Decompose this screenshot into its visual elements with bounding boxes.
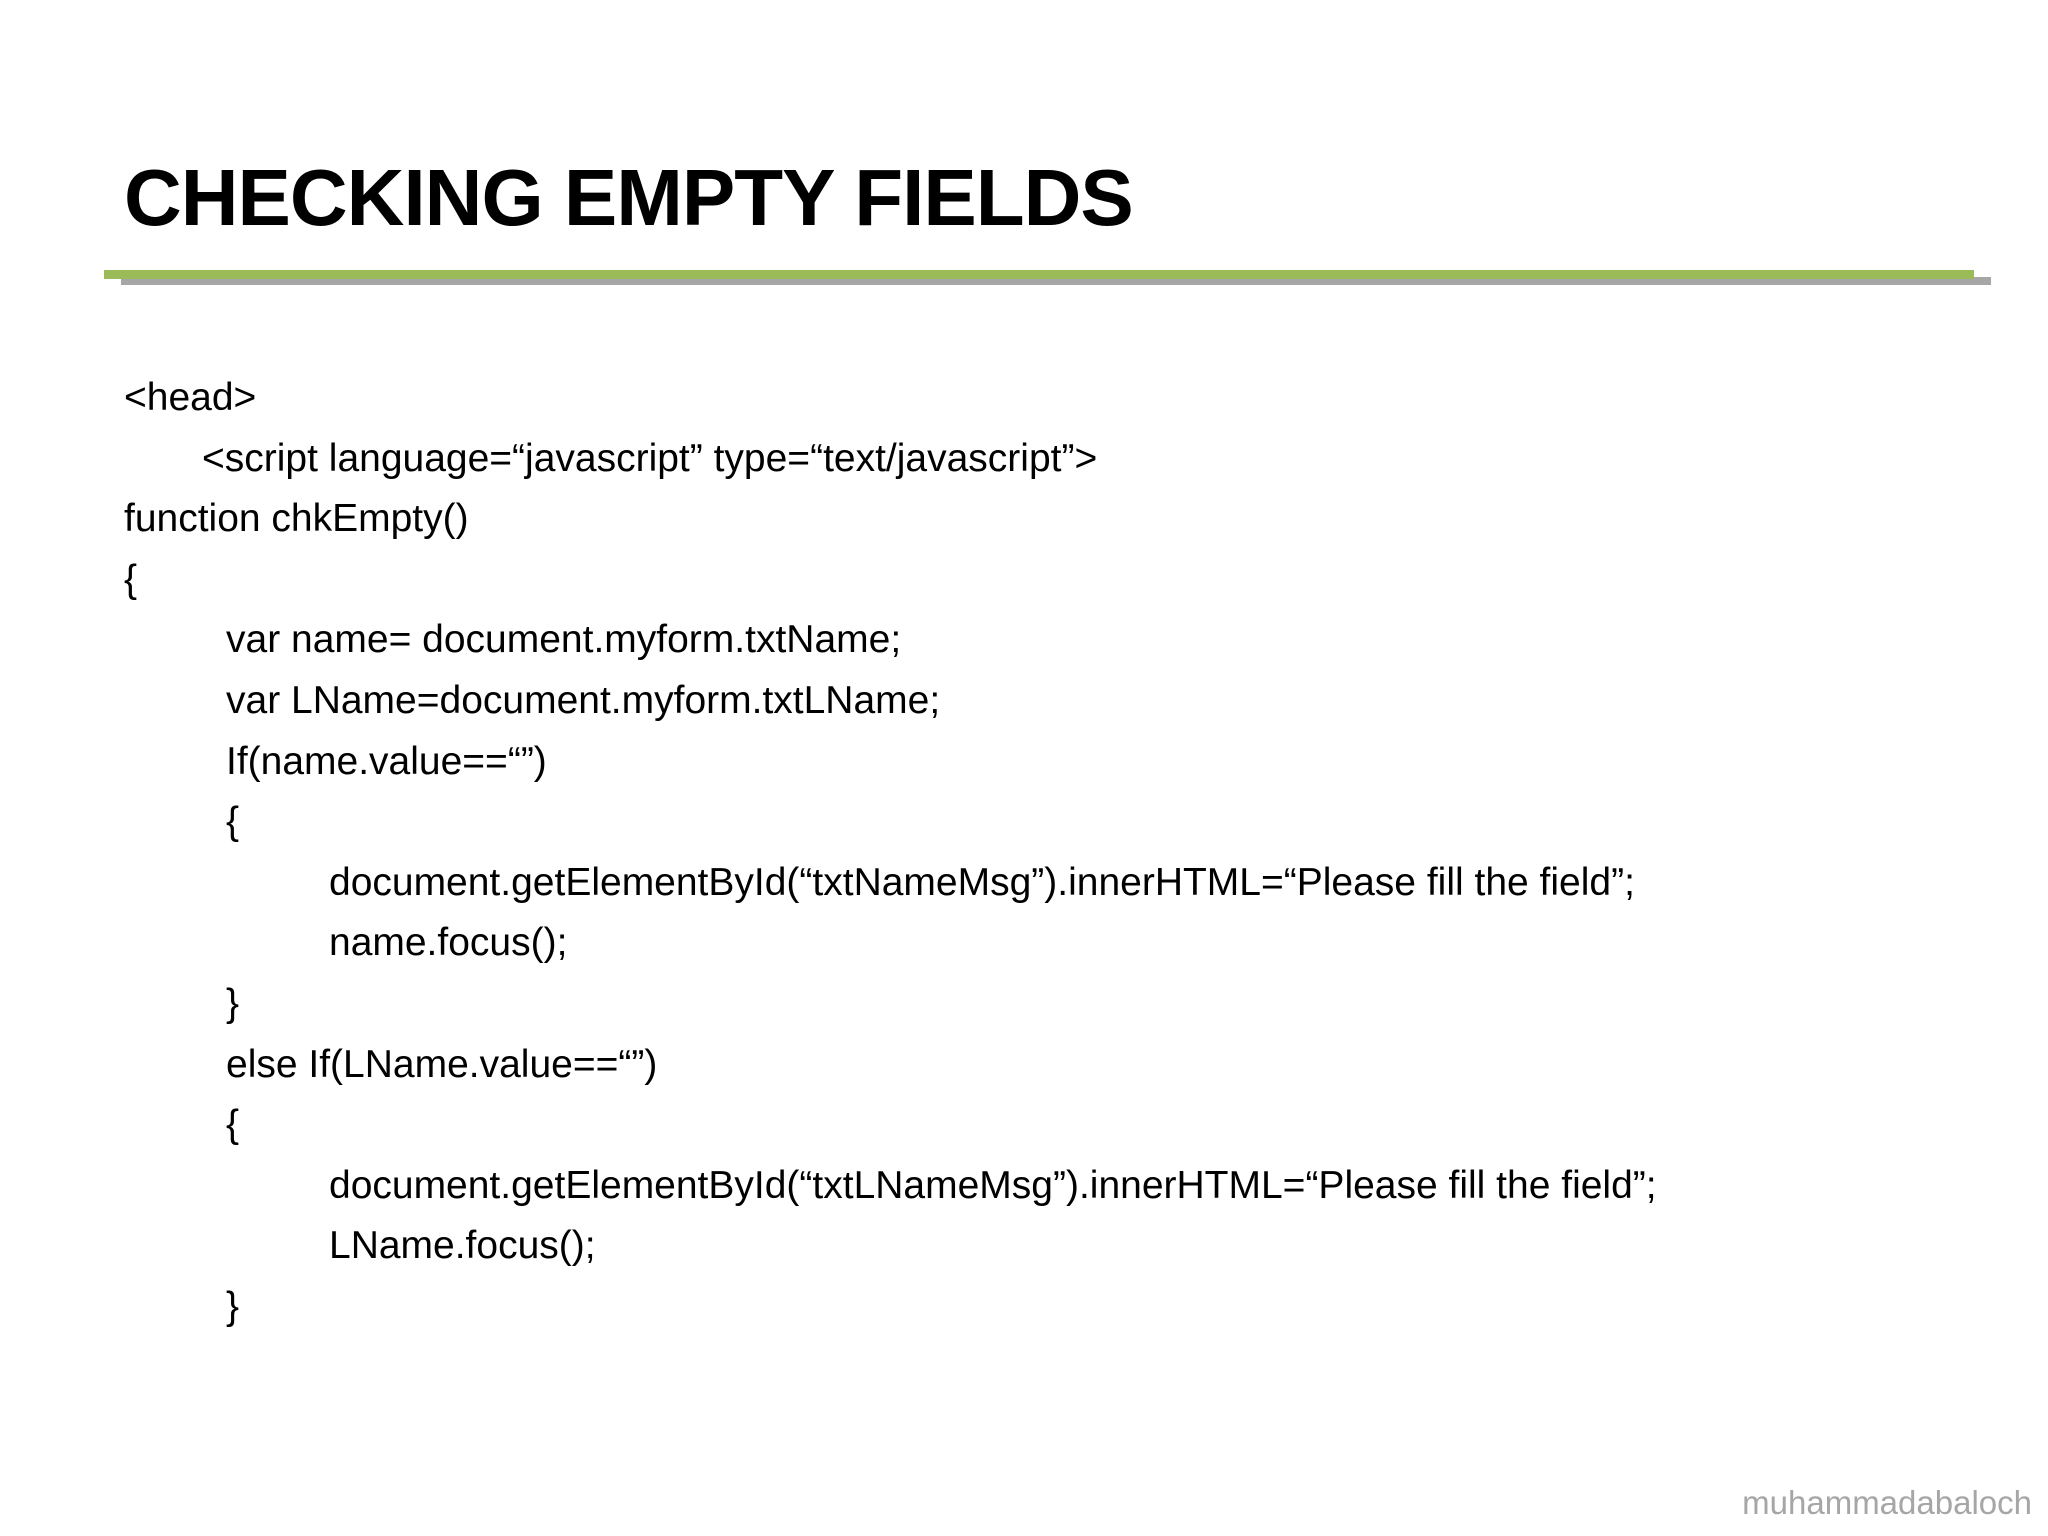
code-line: { (226, 1103, 240, 1147)
code-line: { (124, 557, 138, 601)
slide-title: CHECKING EMPTY FIELDS (124, 153, 1133, 242)
code-line: name.focus(); (329, 921, 568, 965)
code-line: document.getElementById(“txtLNameMsg”).innerHTML=“Please fill the field”; (329, 1163, 1657, 1207)
code-line: If(name.value==“”) (226, 739, 547, 783)
code-line: LName.focus(); (329, 1224, 596, 1268)
code-line: { (226, 800, 240, 844)
code-line: document.getElementById(“txtNameMsg”).innerHTML=“Please fill the field”; (329, 860, 1635, 904)
code-line: <script language=“javascript” type=“text/javascript”> (202, 436, 1098, 480)
code-line: var name= document.myform.txtName; (226, 618, 902, 662)
code-line: else If(LName.value==“”) (226, 1042, 658, 1086)
code-line: <head> (124, 376, 257, 419)
code-line: } (226, 1284, 240, 1328)
code-line: function chkEmpty() (124, 497, 469, 541)
code-block (124, 368, 1984, 1338)
code-line: var LName=document.myform.txtLName; (226, 678, 941, 722)
title-underline (104, 270, 1974, 279)
author-watermark: muhammadabaloch (1742, 1484, 2032, 1521)
code-line: } (226, 981, 240, 1025)
